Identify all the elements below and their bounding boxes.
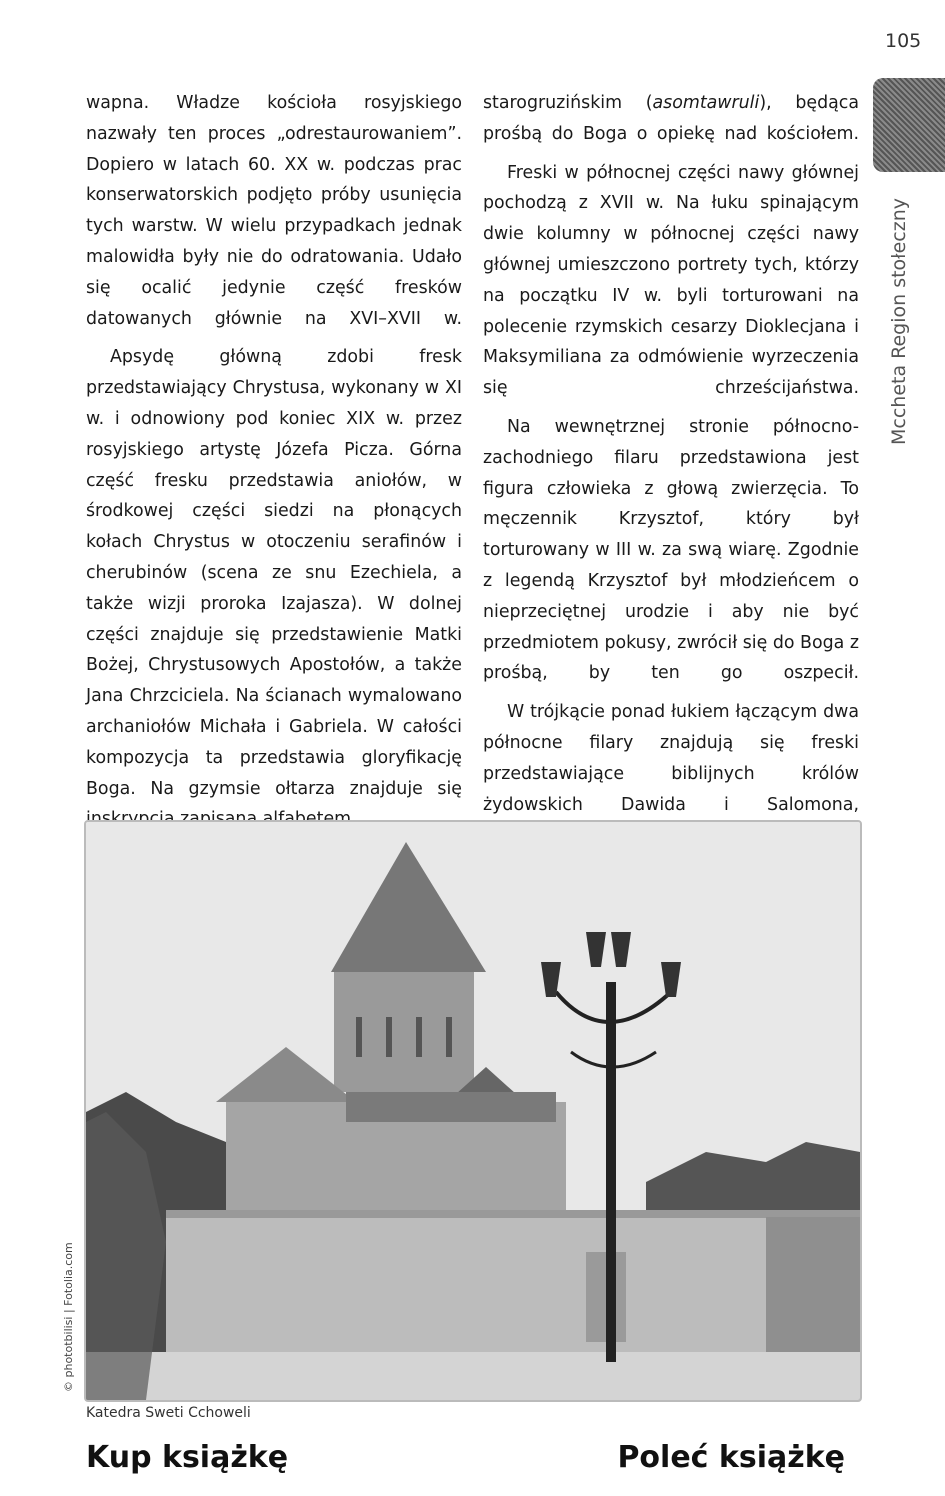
text-column-left (86, 88, 462, 835)
photo-credit: © phototbilisi | Fotolia.com (62, 1242, 75, 1392)
buy-book-link[interactable]: Kup książkę (86, 1440, 289, 1475)
page-number: 105 (885, 30, 922, 52)
paragraph: W trójkącie ponad łukiem łączącym dwa północne filary znajdują się freski przedstawiające biblijnych królów żydowskich Dawida i Salomona, (483, 702, 859, 815)
photo-caption: Katedra Sweti Cchoweli (86, 1405, 251, 1421)
paragraph: Apsydę główną zdobi fresk przedstawiający Chrystusa, wykonany w XI w. i odnowiony pod koniec XIX w. przez rosyjskiego artystę Józefa Picza. Górna część fresku przedstawia aniołów, w środkowej części siedzi na płonących kołach Chrystus w otoczeniu serafinów i cherubinów (scena ze snu Ezechiela, a także wizji proroka Izajasza). W dolnej części znajduje się przedstawienie Matki Bożej, Chrystusowych Apostołów, a także Jana Chrzciciela. Na ścianach wymalowano archaniołów Michała i Gabriela. W całości kompozycja ta przedstawia gloryfikację Boga. Na gzymsie ołtarza znajduje się (86, 347, 462, 799)
running-head (888, 198, 910, 445)
paragraph (483, 88, 859, 150)
paragraph: wapna. Władze kościoła rosyjskiego nazwały ten proces „odrestaurowaniem”. Dopiero w latach 60. XX w. podczas prac konserwatorskich podjęto próby usunięcia tych warstw. W wielu przypadkach jednak malowidła były nie do odratowania. Udało się ocalić jedynie część fresków datowanych głównie na XVI–XVII w. (86, 93, 462, 329)
paragraph: Na wewnętrznej stronie północno-zachodniego filaru przedstawiona jest figura człowieka z głową zwierzęcia. To męczennik Krzysztof, który był torturowany w III w. za swą wiarę. Zgodnie z legendą Krzysztof był młodzieńcem o nieprzeciętnej urodzie i aby nie być przedmiotem pokusy, zwrócił się do Boga z prośbą, by ten go oszpecił. (483, 416, 859, 684)
thumb-index-tab (873, 78, 945, 172)
cathedral-photo (84, 820, 862, 1402)
italic-term: asomtawruli (652, 93, 760, 113)
recommend-book-link[interactable]: Poleć książkę (617, 1440, 845, 1475)
running-head-place: Mccheta (888, 364, 910, 445)
running-head-section: Region stołeczny (888, 198, 910, 359)
paragraph-text: starogruzińskim ( (483, 93, 653, 113)
paragraph-text: ), będąca prośbą do Boga o opiekę nad kościołem. (483, 93, 860, 144)
text-column-right (483, 88, 859, 882)
paragraph: Freski w północnej części nawy głównej pochodzą z XVII w. Na łuku spinającym dwie kolumny w północnej części nawy głównej umieszczono portrety tych, którzy na początku IV w. byli torturowani na polecenie rzymskich cesarzy Dioklecjana i Maksymiliana za odmówienie wyrzeczenia się chrześcijaństwa. (483, 162, 859, 399)
